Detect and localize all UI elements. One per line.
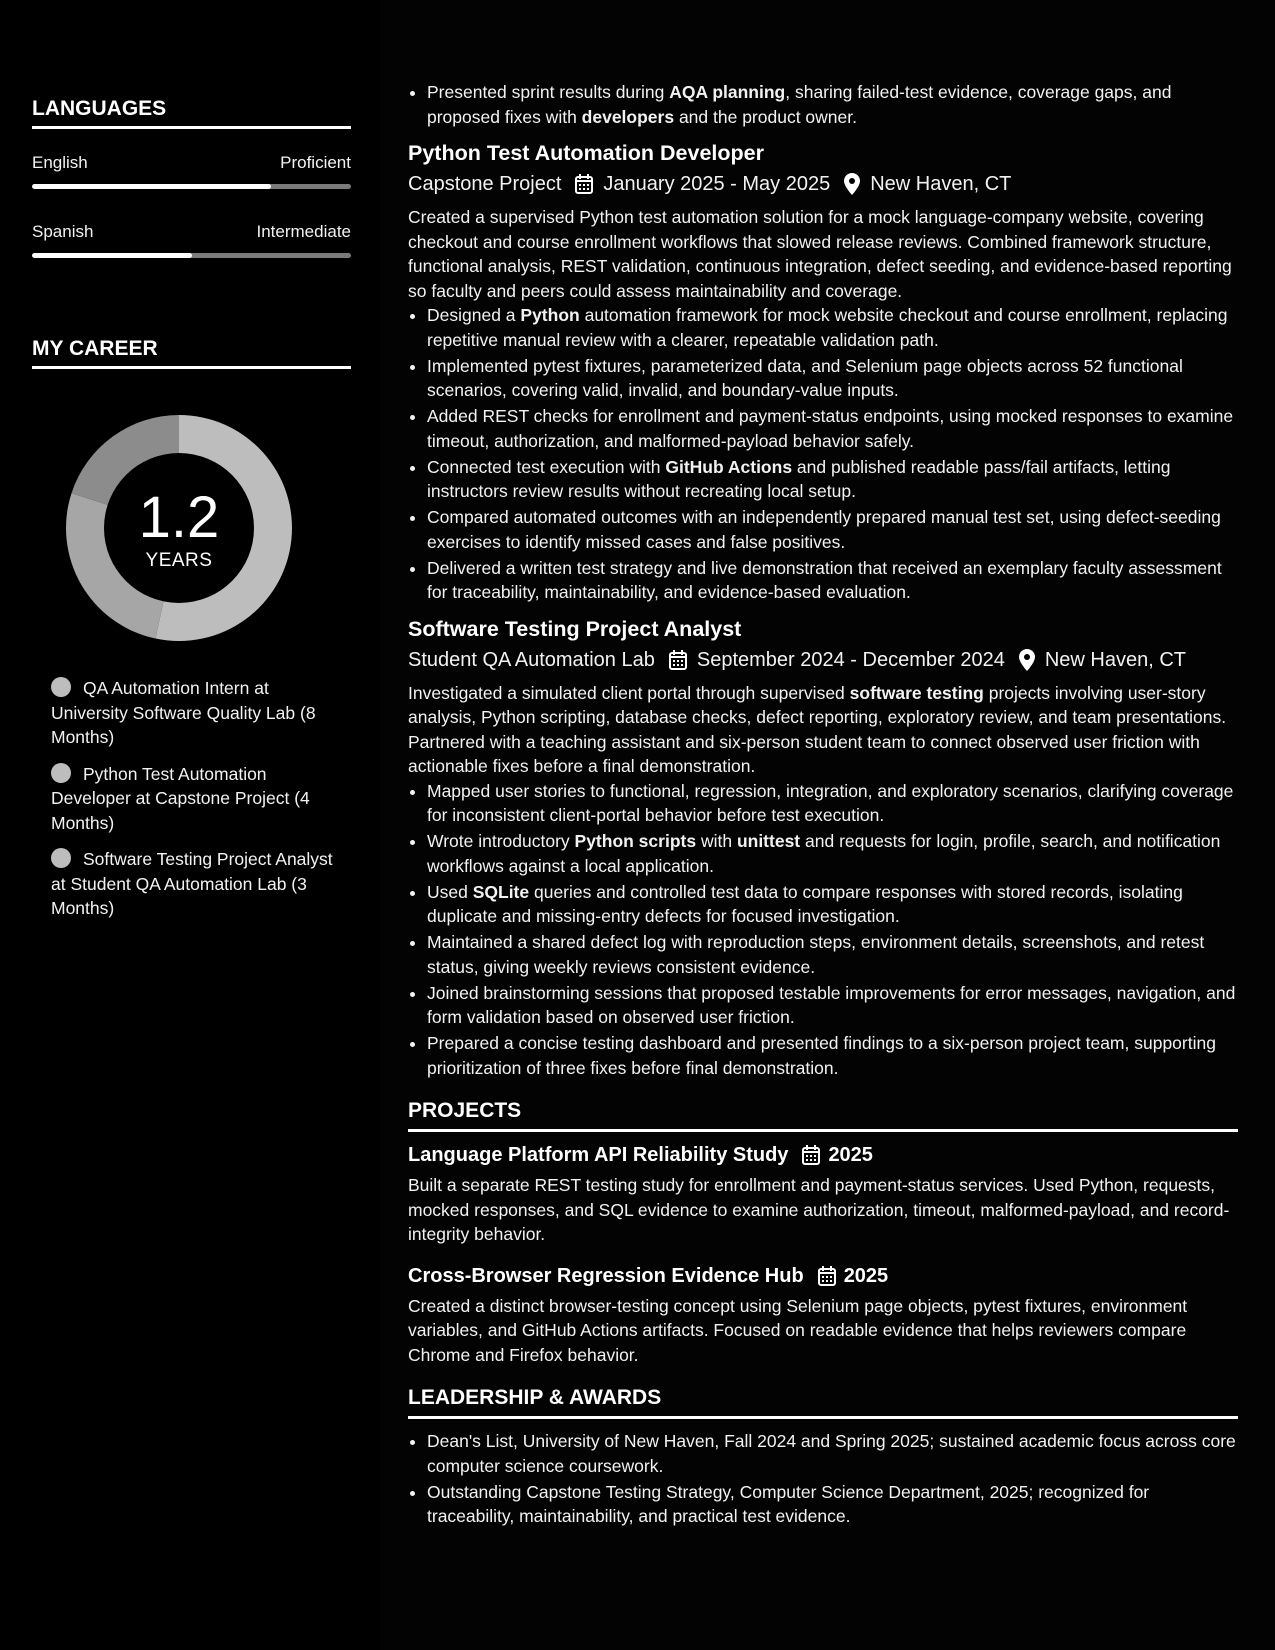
- project-description: Created a distinct browser-testing concept using Selenium page objects, pytest fixtures, environment variables, and GitHub Actions artifacts. Focused on readable evidence that helps reviewers compare Chrome and Firefox behavior.: [408, 1295, 1188, 1365]
- calendar-icon: [802, 1145, 820, 1165]
- language-level: Intermediate: [256, 222, 351, 241]
- language-row-spanish: [32, 221, 351, 243]
- job-company: Student QA Automation Lab: [408, 648, 655, 671]
- text: queries and controlled test data to compare responses with stored records, isolating duplicate and missing-entry defects for focused investigation.: [427, 881, 1183, 926]
- bold-text: Python scripts: [574, 831, 697, 851]
- career-item: [51, 762, 341, 836]
- bullet-item: [427, 303, 1238, 352]
- job-location: New Haven, CT: [1044, 648, 1186, 671]
- bullet-item: • Delivered a written test strategy and live demonstration that received an exemplary faculty assessment for traceability, maintainability, and evidence-based evaluation.: [427, 556, 1238, 605]
- bullet-item: [427, 880, 1238, 929]
- career-list: [51, 676, 341, 933]
- leadership-heading: LEADERSHIP & AWARDS: [408, 1386, 662, 1409]
- career-heading: MY CAREER: [32, 337, 158, 360]
- job-meta: [408, 646, 1238, 674]
- text: Wrote introductory: [427, 831, 575, 851]
- bullet-item: • Implemented pytest fixtures, parameterized data, and Selenium page objects across 52 functional scenarios, covering valid, invalid, and boundary-value inputs.: [427, 354, 1238, 403]
- project-year: 2025: [843, 1264, 889, 1287]
- text: Presented sprint results during: [427, 82, 670, 102]
- job-title: Software Testing Project Analyst: [408, 616, 742, 641]
- language-name: Spanish: [32, 222, 94, 241]
- language-row-english: [32, 152, 351, 174]
- bullet-item: [427, 80, 1238, 129]
- career-years-label: YEARS: [145, 550, 213, 571]
- job-bullets: [408, 779, 1238, 1081]
- career-item: [51, 676, 341, 750]
- bullet-item: • Outstanding Capstone Testing Strategy, Computer Science Department, 2025; recognized for traceability, maintainability, and practical test evidence.: [427, 1480, 1238, 1529]
- bullet-item: [427, 455, 1238, 504]
- job-title: Python Test Automation Developer: [408, 141, 764, 165]
- text: Connected test execution with: [427, 456, 666, 477]
- text: Used: [427, 881, 473, 902]
- job-location: New Haven, CT: [870, 173, 1012, 195]
- prev-job-bullets: [408, 80, 1238, 129]
- language-bar-english: [32, 184, 351, 189]
- bold-text: Python: [520, 305, 580, 325]
- languages-rule: [32, 126, 351, 129]
- leadership-rule: [408, 1416, 1238, 1419]
- projects-heading: PROJECTS: [408, 1099, 522, 1122]
- text: and requests for login, profile, search, and notification workflows against a local application.: [427, 831, 1221, 876]
- main-content: [408, 80, 1238, 1530]
- calendar-icon: [669, 650, 687, 670]
- job-company: Capstone Project: [408, 173, 562, 195]
- career-rule: [32, 366, 351, 369]
- job-dates: September 2024 - December 2024: [696, 648, 1005, 671]
- language-bar-spanish: [32, 253, 351, 258]
- map-pin-icon: [844, 173, 860, 195]
- job-description: Created a supervised Python test automation solution for a mock language-company website, covering checkout and course enrollment workflows that slowed release reviews. Combined framework structure, functional analysis, REST validation, continuous integration, defect seeding, and evidence-based reporting so faculty and peers could assess maintainability and coverage.: [408, 207, 1232, 301]
- text: , sharing failed-test evidence, coverage gaps, and proposed fixes with: [427, 82, 1172, 127]
- language-name: English: [32, 153, 88, 172]
- job-meta: [408, 170, 1238, 198]
- text: with: [696, 831, 737, 851]
- text: Designed a: [427, 305, 521, 325]
- career-dot-icon: [51, 677, 71, 697]
- bullet-item: • Maintained a shared defect log with reproduction steps, environment details, screenshots, and retest status, giving weekly reviews consistent evidence.: [427, 930, 1238, 979]
- calendar-icon: [575, 174, 593, 194]
- calendar-icon: [818, 1266, 836, 1286]
- career-item-text: QA Automation Intern at University Software Quality Lab (8 Months): [51, 678, 316, 747]
- bullet-item: • Added REST checks for enrollment and payment-status endpoints, using mocked responses to examine timeout, authorization, and malformed-payload behavior safely.: [427, 404, 1238, 453]
- career-item-text: Python Test Automation Developer at Capstone Project (4 Months): [51, 763, 310, 833]
- text: projects involving user-story analysis, Python scripting, database checks, defect reporting, exploratory review, and team presentations. Partnered with a teaching assistant and six-person student team to connect observed user friction with actionable fixes before a final demonstration.: [408, 682, 1227, 776]
- language-bar-fill: [32, 184, 271, 189]
- language-level: Proficient: [280, 153, 351, 172]
- sidebar: [0, 0, 380, 1650]
- map-pin-icon: [1019, 649, 1035, 671]
- bullet-item: • Dean's List, University of New Haven, Fall 2024 and Spring 2025; sustained academic focus across core computer science coursework.: [427, 1429, 1238, 1478]
- bullet-item: • Prepared a concise testing dashboard and presented findings to a six-person project team, supporting prioritization of three fixes before final demonstration.: [427, 1031, 1238, 1080]
- bullet-item: [427, 829, 1238, 878]
- job-description: [408, 681, 1238, 779]
- project-title: Language Platform API Reliability Study: [408, 1144, 789, 1166]
- bullet-item: • Compared automated outcomes with an independently prepared manual test set, using defect-seeding exercises to identify missed cases and false positives.: [427, 505, 1238, 554]
- project-description: Built a separate REST testing study for enrollment and payment-status services. Used Python, requests, mocked responses, and SQL evidence to examine authorization, timeout, malformed-payload, and record-integrity behavior.: [408, 1175, 1230, 1244]
- bold-text: SQLite: [472, 881, 530, 902]
- leadership-bullets: [408, 1429, 1238, 1529]
- text: Investigated a simulated client portal through supervised: [408, 682, 850, 703]
- projects-rule: [408, 1129, 1238, 1132]
- project-year: 2025: [828, 1144, 873, 1166]
- bold-text: GitHub Actions: [665, 456, 793, 477]
- bullet-item: • Mapped user stories to functional, regression, integration, and exploratory scenarios, clarifying coverage for inconsistent client-portal behavior before test execution.: [427, 779, 1238, 828]
- project-title-row: [408, 1263, 1238, 1289]
- language-bar-fill: [32, 253, 192, 258]
- career-item: [51, 847, 341, 921]
- job-dates: January 2025 - May 2025: [603, 173, 831, 195]
- bold-text: developers: [581, 106, 675, 127]
- career-item-text: Software Testing Project Analyst at Student QA Automation Lab (3 Months): [51, 849, 333, 918]
- career-years-value: 1.2: [138, 485, 220, 550]
- career-dot-icon: [51, 763, 71, 783]
- job-bullets: [408, 303, 1238, 605]
- languages-heading: LANGUAGES: [32, 97, 167, 120]
- text: and the product owner.: [674, 106, 857, 127]
- text: automation framework for mock website checkout and course enrollment, replacing repetitive manual review with a clearer, repeatable validation path.: [427, 305, 1228, 350]
- bullet-item: • Joined brainstorming sessions that proposed testable improvements for error messages, navigation, and form validation based on observed user friction.: [427, 981, 1238, 1030]
- bold-text: software testing: [849, 682, 984, 703]
- bold-text: AQA planning: [669, 82, 786, 102]
- project-title-row: [408, 1142, 1238, 1168]
- career-dot-icon: [51, 848, 71, 868]
- text: and published readable pass/fail artifacts, letting instructors review results without recreating local setup.: [427, 456, 1171, 501]
- project-title: Cross-Browser Regression Evidence Hub: [408, 1264, 804, 1287]
- bold-text: unittest: [736, 831, 801, 851]
